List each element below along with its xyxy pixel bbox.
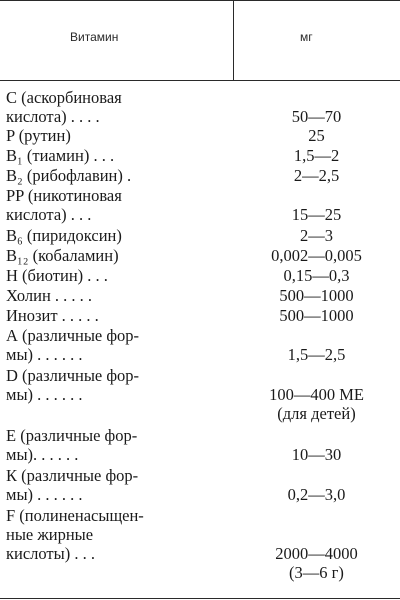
- vitamin-dose: 1,5—2: [293, 146, 340, 165]
- vitamin-name: Инозит . . . . .: [6, 306, 99, 325]
- vitamin-dose: 500—1000: [279, 306, 354, 325]
- vitamin-name: B₁ (тиамин) . . .: [6, 146, 115, 165]
- vitamin-name: F (полиненасыщен- ные жирные кислоты) . . .: [6, 506, 144, 563]
- vitamin-dose: 50—70: [291, 107, 342, 126]
- header-bottom-rule: [0, 80, 400, 81]
- vitamin-dose: 2—2,5: [293, 166, 340, 185]
- vitamin-dose: 10—30: [291, 445, 342, 464]
- vitamin-name: B₆ (пиридоксин): [6, 226, 122, 245]
- vitamin-dose: 500—1000: [279, 286, 354, 305]
- table-top-rule: [0, 0, 400, 1]
- vitamin-dose: 0,15—0,3: [283, 266, 350, 285]
- vitamin-dose: 15—25: [291, 205, 342, 224]
- vitamin-name: А (различные фор- мы) . . . . . .: [6, 326, 140, 364]
- vitamin-name: B₂ (рибофлавин) .: [6, 166, 132, 185]
- vitamin-dose: 2—3: [300, 226, 333, 245]
- vitamin-name: C (аскорбиновая кислота) . . . .: [6, 88, 122, 126]
- vitamin-name: Е (различные фор- мы). . . . . .: [6, 426, 138, 464]
- vitamin-dose: 25: [308, 126, 325, 145]
- vitamin-name: PP (никотиновая кислота) . . .: [6, 186, 122, 224]
- header-column-divider: [233, 0, 234, 81]
- vitamin-dose: 100—400 МЕ (для детей): [269, 385, 364, 423]
- vitamin-name: Холин . . . . .: [6, 286, 93, 305]
- vitamin-name: P (рутин): [6, 126, 71, 145]
- vitamin-name: К (различные фор- мы) . . . . . .: [6, 466, 139, 504]
- vitamin-name: B₁₂ (кобаламин): [6, 246, 119, 265]
- vitamin-name: D (различные фор- мы) . . . . . .: [6, 366, 140, 404]
- vitamin-dose: 0,002—0,005: [271, 246, 362, 265]
- header-mg: мг: [300, 30, 313, 44]
- vitamin-dose: 1,5—2,5: [287, 345, 346, 364]
- header-vitamin: Витамин: [70, 30, 119, 44]
- vitamin-dose: 2000—4000 (3—6 г): [275, 544, 358, 582]
- vitamin-name: Н (биотин) . . .: [6, 266, 108, 285]
- table-bottom-rule: [0, 598, 400, 599]
- vitamin-dose: 0,2—3,0: [287, 485, 346, 504]
